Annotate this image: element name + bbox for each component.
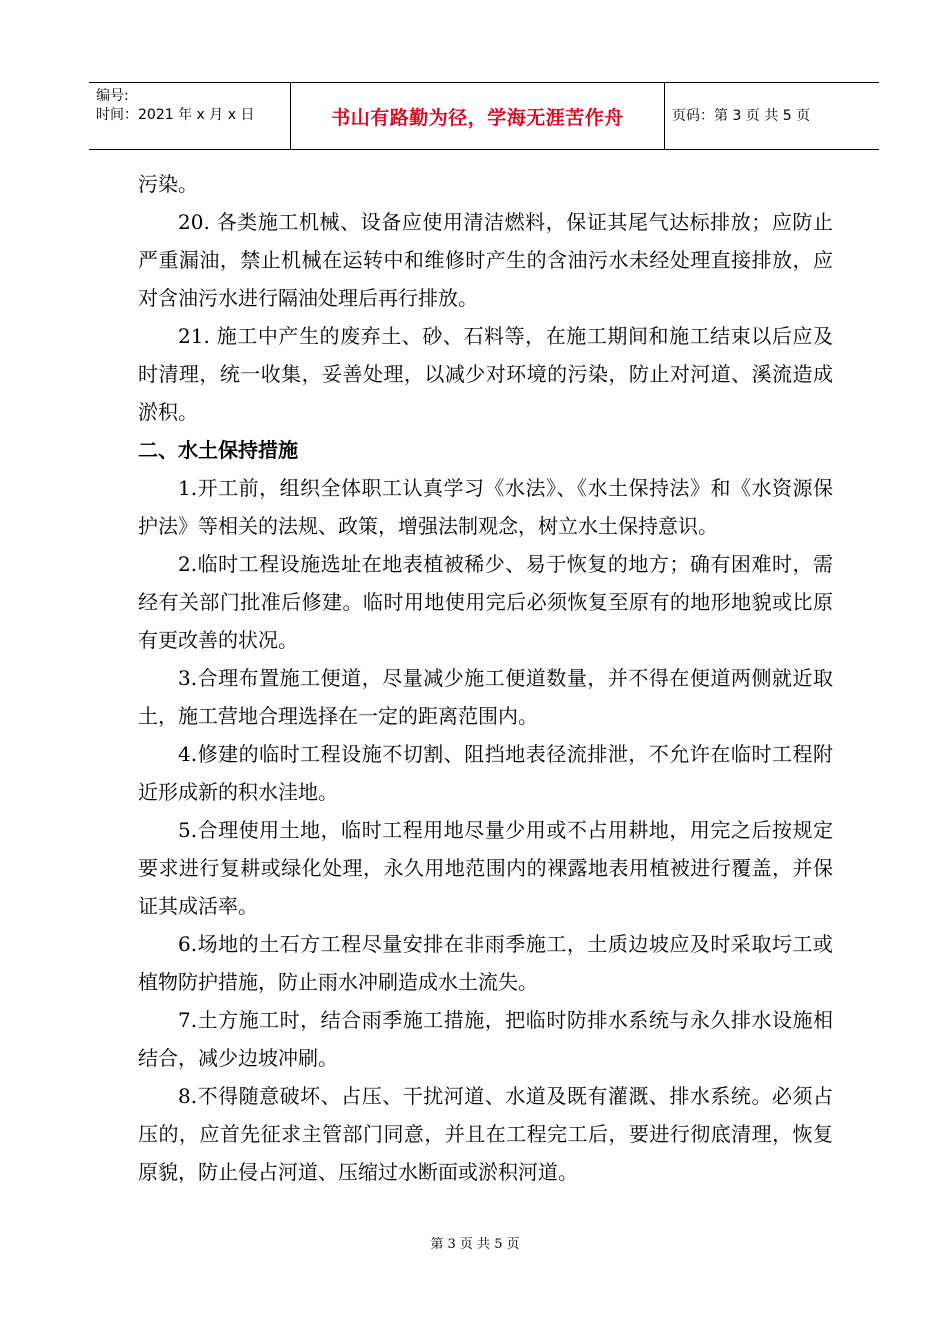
header-info-cell xyxy=(89,83,290,149)
paragraph-item-7: 7.土方施工时，结合雨季施工措施，把临时防排水系统与永久排水设施相结合，减少边坡冲刷。 xyxy=(138,1008,833,1070)
header-motto: 书山有路勤为径，学海无涯苦作舟 xyxy=(331,106,624,129)
paragraph-item-6: 6.场地的土石方工程尽量安排在非雨季施工，土质边坡应及时采取圬工或植物防护措施，防止雨水冲刷造成水土流失。 xyxy=(138,932,833,994)
page-header xyxy=(89,82,879,150)
section-heading: 二、水土保持措施 xyxy=(138,438,298,462)
paragraph-item-8: 8.不得随意破坏、占压、干扰河道、水道及既有灌溉、排水系统。必须占压的，应首先征求主管部门同意，并且在工程完工后，要进行彻底清理，恢复原貌，防止侵占河道、压缩过水断面或淤积河道。 xyxy=(138,1084,833,1184)
paragraph-item-20: 20. 各类施工机械、设备应使用清洁燃料，保证其尾气达标排放；应防止严重漏油，禁止机械在运转中和维修时产生的含油污水未经处理直接排放，应对含油污水进行隔油处理后再行排放。 xyxy=(138,210,833,310)
paragraph-item-5: 5.合理使用土地，临时工程用地尽量少用或不占用耕地，用完之后按规定要求进行复耕或绿化处理，永久用地范围内的裸露地表用植被进行覆盖，并保证其成活率。 xyxy=(138,818,833,918)
document-body xyxy=(138,165,833,1191)
header-page-number: 页码：第 3 页 共 5 页 xyxy=(672,108,811,124)
document-time-label: 时间：2021 年 x 月 x 日 xyxy=(96,107,255,123)
header-page-cell xyxy=(664,83,879,149)
paragraph-item-2: 2.临时工程设施选址在地表植被稀少、易于恢复的地方；确有困难时，需经有关部门批准后修建。临时用地使用完后必须恢复至原有的地形地貌或比原有更改善的状况。 xyxy=(138,552,833,652)
header-motto-cell xyxy=(290,83,665,149)
page-footer: 第 3 页 共 5 页 xyxy=(430,1237,520,1252)
paragraph-item-3: 3.合理布置施工便道，尽量减少施工便道数量，并不得在便道两侧就近取土，施工营地合理选择在一定的距离范围内。 xyxy=(138,666,833,728)
paragraph-item-4: 4.修建的临时工程设施不切割、阻挡地表径流排泄，不允许在临时工程附近形成新的积水洼地。 xyxy=(138,742,833,804)
paragraph-item-1: 1.开工前，组织全体职工认真学习《水法》、《水土保持法》和《水资源保护法》等相关的法规、政策，增强法制观念，树立水土保持意识。 xyxy=(138,476,833,538)
paragraph-item-21: 21. 施工中产生的废弃土、砂、石料等，在施工期间和施工结束以后应及时清理，统一收集，妥善处理，以减少对环境的污染，防止对河道、溪流造成淤积。 xyxy=(138,324,833,424)
paragraph-continuation: 污染。 xyxy=(138,172,198,196)
document-number-label: 编号: xyxy=(96,88,129,104)
